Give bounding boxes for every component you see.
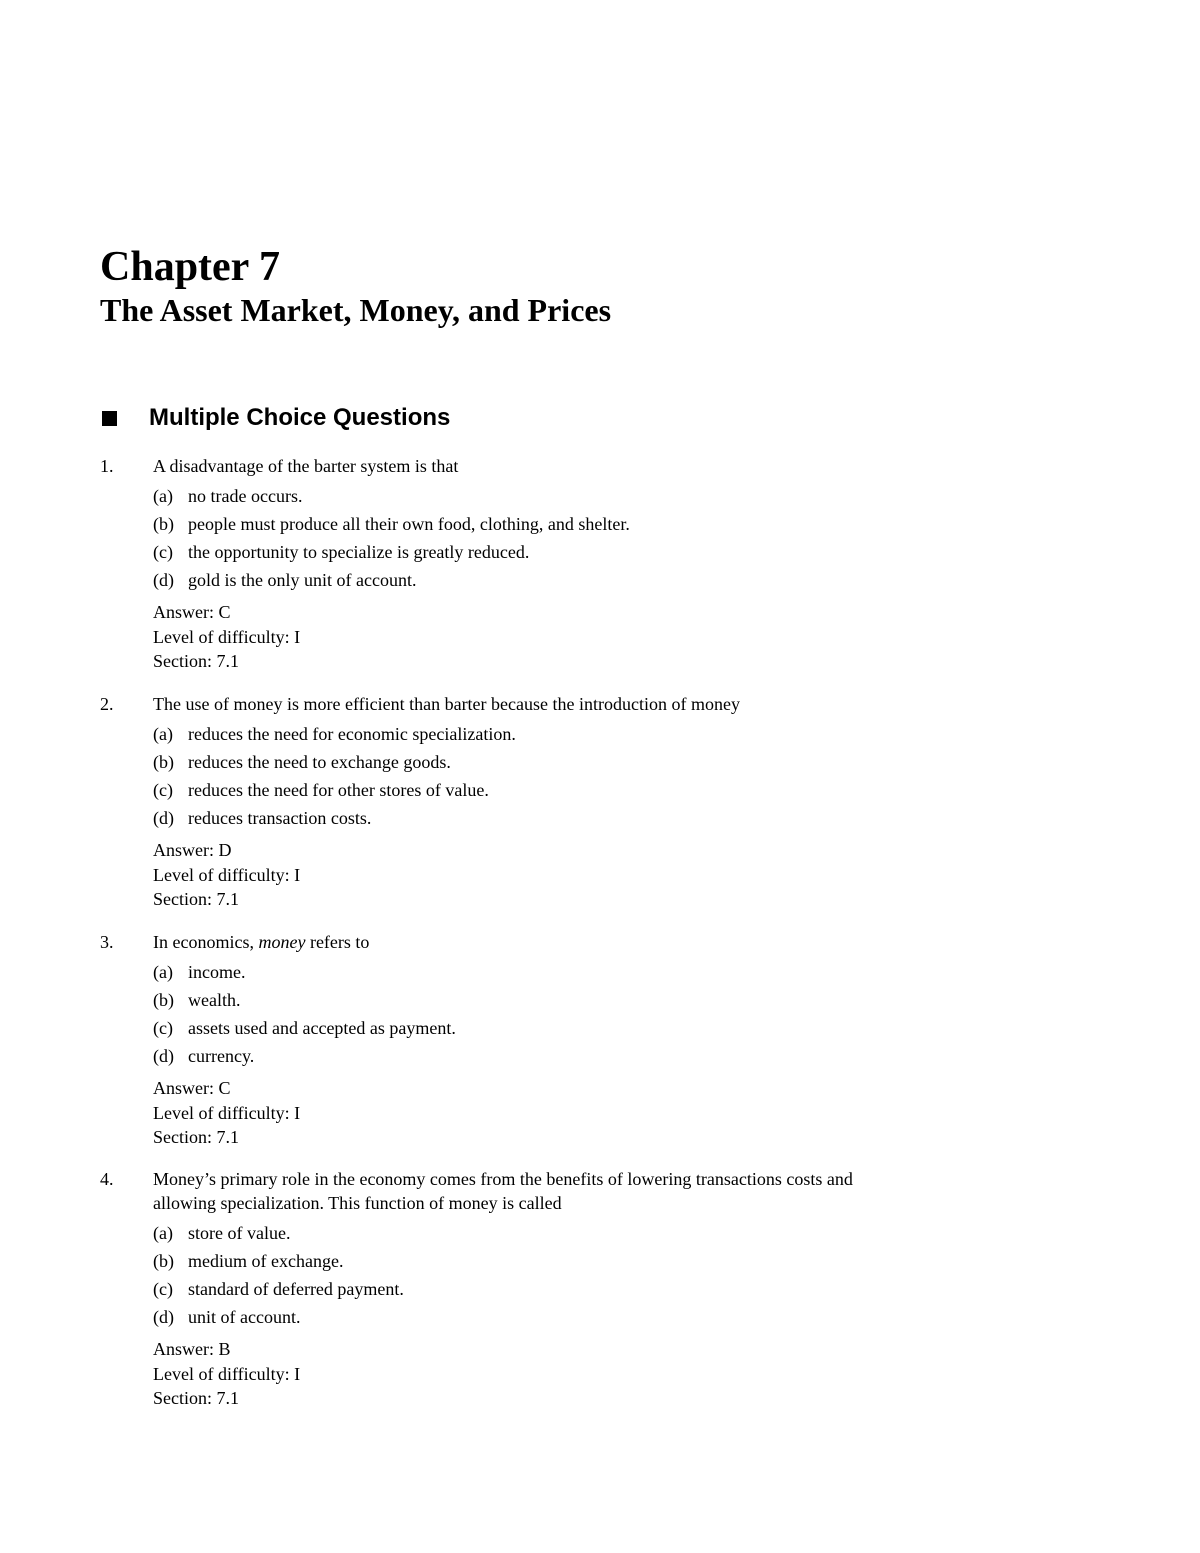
option-c <box>153 538 1100 566</box>
option-c <box>153 776 1100 804</box>
answer: Answer: B <box>153 1339 231 1359</box>
option-letter: (d) <box>153 570 174 590</box>
option-a <box>153 958 1100 986</box>
answer-block <box>153 600 1100 674</box>
option-letter: (b) <box>153 1251 174 1271</box>
chapter-subtitle: The Asset Market, Money, and Prices <box>100 292 612 328</box>
difficulty: Level of difficulty: I <box>153 1363 301 1384</box>
options-list <box>153 1219 1100 1331</box>
option-text: reduces transaction costs. <box>188 808 372 828</box>
option-text: reduces the need for economic specialization. <box>188 724 516 744</box>
option-text: medium of exchange. <box>188 1251 344 1271</box>
option-b <box>153 986 1100 1014</box>
answer: Answer: C <box>153 602 231 622</box>
option-letter: (b) <box>153 514 174 534</box>
section-ref: Section: 7.1 <box>153 889 239 909</box>
question-number: 3. <box>100 932 114 952</box>
difficulty: Level of difficulty: I <box>153 1102 301 1123</box>
question-2 <box>100 692 1100 912</box>
option-d <box>153 1042 1100 1070</box>
answer: Answer: D <box>153 840 232 860</box>
question-4 <box>100 1167 1100 1411</box>
option-text: currency. <box>188 1046 255 1066</box>
answer: Answer: C <box>153 1078 231 1098</box>
section-ref: Section: 7.1 <box>153 1127 239 1147</box>
answer-block <box>153 1337 1100 1411</box>
option-text: the opportunity to specialize is greatly reduced. <box>188 542 530 562</box>
option-letter: (c) <box>153 780 173 800</box>
option-text: income. <box>188 962 246 982</box>
option-b <box>153 510 1100 538</box>
chapter-title: Chapter 7 <box>100 244 281 290</box>
option-text: wealth. <box>188 990 241 1010</box>
option-text: people must produce all their own food, clothing, and shelter. <box>188 514 630 534</box>
option-letter: (c) <box>153 542 173 562</box>
option-a <box>153 720 1100 748</box>
option-text: store of value. <box>188 1223 291 1243</box>
option-letter: (a) <box>153 486 173 506</box>
option-letter: (a) <box>153 724 173 744</box>
stem-suffix: refers to <box>305 932 370 952</box>
question-1 <box>100 454 1100 674</box>
question-stem: The use of money is more efficient than barter because the introduction of money <box>153 694 740 714</box>
option-text: no trade occurs. <box>188 486 303 506</box>
option-a <box>153 1219 1100 1247</box>
option-text: reduces the need to exchange goods. <box>188 752 451 772</box>
options-list <box>153 720 1100 832</box>
question-3 <box>100 930 1100 1150</box>
answer-block <box>153 838 1100 912</box>
question-number: 4. <box>100 1169 114 1189</box>
option-letter: (b) <box>153 752 174 772</box>
option-letter: (d) <box>153 808 174 828</box>
question-stem: A disadvantage of the barter system is that <box>153 456 459 476</box>
question-stem-line-1: Money’s primary role in the economy comes from the benefits of lowering transactions costs and <box>153 1169 853 1189</box>
section-heading-text: Multiple Choice Questions <box>149 404 451 431</box>
section-ref: Section: 7.1 <box>153 1388 239 1408</box>
question-stem-line-2: allowing specialization. This function of money is called <box>153 1193 562 1213</box>
option-text: unit of account. <box>188 1307 301 1327</box>
difficulty: Level of difficulty: I <box>153 626 301 647</box>
question-number: 2. <box>100 694 114 714</box>
question-number: 1. <box>100 456 114 476</box>
option-letter: (a) <box>153 962 173 982</box>
option-letter: (b) <box>153 990 174 1010</box>
section-heading <box>100 400 450 436</box>
options-list <box>153 482 1100 594</box>
answer-block <box>153 1076 1100 1150</box>
option-text: assets used and accepted as payment. <box>188 1018 456 1038</box>
option-text: reduces the need for other stores of value. <box>188 780 489 800</box>
option-b <box>153 1247 1100 1275</box>
option-letter: (c) <box>153 1279 173 1299</box>
option-a <box>153 482 1100 510</box>
option-letter: (a) <box>153 1223 173 1243</box>
option-text: gold is the only unit of account. <box>188 570 417 590</box>
stem-emphasis: money <box>258 932 306 952</box>
question-stem <box>153 930 1100 954</box>
stem-prefix: In economics, <box>153 932 259 952</box>
option-letter: (d) <box>153 1307 174 1327</box>
option-d <box>153 1303 1100 1331</box>
option-b <box>153 748 1100 776</box>
option-c <box>153 1014 1100 1042</box>
option-c <box>153 1275 1100 1303</box>
option-d <box>153 804 1100 832</box>
black-square-icon <box>102 411 117 426</box>
option-text: standard of deferred payment. <box>188 1279 404 1299</box>
section-ref: Section: 7.1 <box>153 651 239 671</box>
option-letter: (c) <box>153 1018 173 1038</box>
difficulty: Level of difficulty: I <box>153 864 301 885</box>
option-letter: (d) <box>153 1046 174 1066</box>
options-list <box>153 958 1100 1070</box>
option-d <box>153 566 1100 594</box>
